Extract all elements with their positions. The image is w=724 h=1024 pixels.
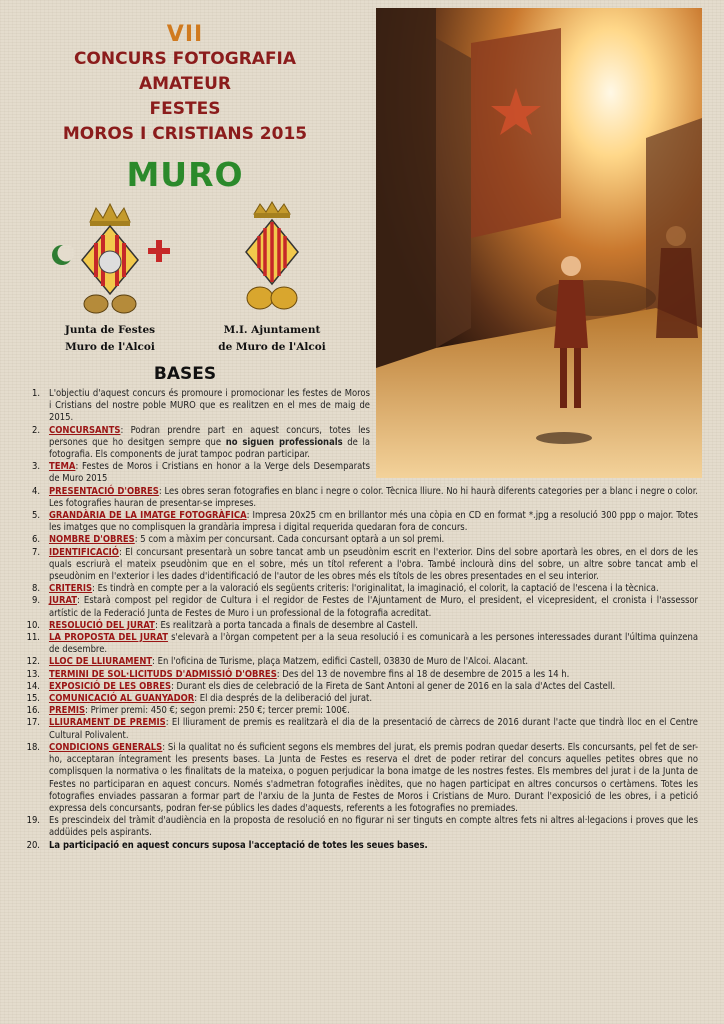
item-text [49, 620, 418, 631]
bases-item [18, 547, 698, 584]
item-text [49, 510, 698, 533]
item-keyword: COMUNICACIÓ AL GUANYADOR [49, 693, 195, 705]
item-emphasis: no siguen professionals [225, 436, 343, 448]
bases-item [18, 534, 698, 546]
item-keyword: GRANDÀRIA DE LA IMATGE FOTOGRÀFICA [49, 510, 247, 522]
item-body-end: de la fotografia. Els components de jurat tampoc podran participar. [49, 436, 370, 461]
item-body: : 5 com a màxim per concursant. Cada concursant optarà a un sol premi. [134, 534, 445, 546]
item-number: 12. [26, 656, 40, 668]
bases-item [18, 595, 698, 619]
junta-de-festes-crest-icon [40, 200, 180, 320]
item-body: : Podran prendre part en aquest concurs, totes les persones que ho desitgen sempre que [49, 424, 370, 448]
item-keyword: TERMINI DE SOL·LICITUDS D'ADMISSIÓ D'OBRES [49, 668, 277, 680]
bases-item [18, 815, 698, 839]
item-number: 4. [31, 485, 40, 497]
title-line: AMATEUR [138, 74, 231, 94]
bases-item [18, 461, 370, 485]
logo-caption: de Muro de l'Alcoi [218, 341, 326, 353]
item-number: 13. [26, 668, 40, 680]
bases-item [18, 693, 698, 705]
place-name: MURO [126, 155, 244, 194]
item-body: : Durant els dies de celebració de la Fireta de Sant Antoni al gener de 2016 en la sala d'Actes del Castell. [171, 680, 616, 692]
item-body: s'elevarà a l'òrgan competent per a la seua resolució i es comunicarà a les persones interessades durant l'última quinzena de desembre. [49, 632, 699, 656]
item-keyword: TEMA [49, 461, 76, 473]
item-emphasis: La participació en aquest concurs suposa l'acceptació de totes les seues bases. [49, 839, 428, 851]
item-body: : Es tindrà en compte per a la valoració els següents criteris: l'originalitat, la imaginació, el colorit, la captació de l'escena i la tècnica. [92, 583, 659, 595]
bases-item [18, 669, 698, 681]
item-body: : Impresa 20x25 cm en brillantor més una còpia en CD en format *.jpg a resolució 300 ppp o major. Totes les imatges que no complisquen la grandària impresa i digital requerida quedaran fora de concurs. [49, 510, 698, 534]
item-keyword: PRESENTACIÓ D'OBRES [49, 485, 159, 497]
item-number: 1. [31, 388, 40, 399]
item-text [49, 656, 528, 667]
edition-number: VII [166, 22, 204, 47]
item-number: 17. [26, 717, 40, 729]
bases-item [18, 681, 698, 693]
bases-item [18, 486, 698, 510]
item-number: 20. [26, 839, 40, 851]
logo-caption: M.I. Ajuntament [223, 324, 321, 336]
item-text [49, 669, 569, 680]
bases-list [18, 388, 698, 852]
bases-item [18, 717, 698, 741]
item-number: 10. [26, 619, 40, 631]
item-number: 15. [26, 693, 40, 705]
item-text [49, 583, 659, 594]
item-number: 2. [31, 424, 40, 436]
bases-item [18, 620, 698, 632]
item-keyword: LLIURAMENT DE PREMIS [49, 717, 166, 729]
item-text [49, 486, 698, 509]
item-number: 11. [26, 632, 40, 644]
item-keyword: NOMBRE D'OBRES [49, 534, 135, 546]
title-line: FESTES [149, 99, 221, 119]
item-body: : Festes de Moros i Cristians en honor a la Verge dels Desemparats de Muro 2015 [49, 461, 370, 485]
bases-item [18, 705, 698, 717]
item-body: : Es realitzarà a porta tancada a finals de desembre al Castell. [154, 619, 418, 631]
logo-caption: Muro de l'Alcoi [65, 341, 155, 353]
bases-item [18, 583, 698, 595]
item-text [49, 815, 698, 838]
item-text [49, 425, 370, 460]
item-keyword: RESOLUCIÓ DEL JURAT [49, 619, 155, 631]
item-body: : El concursant presentarà un sobre tancat amb un pseudònim escrit en l'exterior. Dins del sobre aportarà les obres, en el dors de les quals escriurà el mateix pseudònim que en el sobre, més un títol referent a l'obra. També inclourà dins del sobre, un altre sobre tancat amb el pseudònim en l'exterior i les dades d'identificació de l'autor de les obres més els títols de les obres presentades en el seu interior. [49, 546, 698, 583]
item-number: 14. [26, 680, 40, 692]
item-keyword: EXPOSICIÓ DE LES OBRES [49, 680, 172, 692]
item-number: 5. [31, 510, 40, 522]
item-keyword: CONCURSANTS [49, 424, 121, 436]
item-body: : Les obres seran fotografies en blanc i negre o color. Tècnica lliure. No hi haurà diferents categories per a blanc i negre o color. Les fotografies hauran de presentar-se impreses. [49, 485, 698, 509]
item-text [49, 547, 698, 582]
item-text [49, 840, 428, 851]
item-text [49, 534, 444, 545]
item-number: 7. [31, 546, 40, 558]
item-text [49, 681, 615, 692]
item-body: : Estarà compost pel regidor de Cultura i el regidor de Festes de l'Ajuntament de Muro, el president, el vicepresident, el cronista i l'assessor artístic de la Federació Junta de Festes de Muro i un professional de la fotografia acreditat. [49, 595, 698, 619]
item-keyword: CRITERIS [49, 583, 93, 595]
item-text [49, 705, 350, 716]
logos-area [40, 200, 350, 355]
item-body: : Primer premi: 450 €; segon premi: 250 €; tercer premi: 100€. [85, 705, 350, 717]
item-number: 6. [31, 534, 40, 546]
item-number: 9. [31, 595, 40, 607]
item-keyword: IDENTIFICACIÓ [49, 546, 119, 558]
junta-de-festes-logo [40, 200, 180, 354]
logo-caption: Junta de Festes [64, 324, 156, 336]
item-body: Es prescindeix del tràmit d'audiència en la proposta de resolució en no figurar ni ser tinguts en compte altres fets ni altres al·legacions i proves que les addüides pels aspirants. [49, 815, 698, 839]
title-line: CONCURS FOTOGRAFIA [73, 49, 297, 69]
item-keyword: LA PROPOSTA DEL JURAT [49, 632, 168, 644]
item-number: 8. [31, 583, 40, 595]
item-keyword: PREMIS [49, 705, 86, 717]
bases-item [18, 840, 698, 852]
bases-item [18, 742, 698, 815]
item-text [49, 388, 370, 423]
poster-header [30, 22, 340, 194]
item-body: : Si la qualitat no és suficient segons els membres del jurat, els premis podran quedar deserts. Els concursants, pel fet de ser-ho, acceptaran íntegrament les presents bases. La Junta de Festes es reserva el dret de poder retirar del concurs aquelles petites obres que no complisquen la normativa o les finalitats de la mateixa, o poguen perjudicar la bona imatge de les nostres festes. Els membres del jurat i de la Junta de Festes no participaran en aquest concurs. Només s'admetran fotografies inèdites, que no hagen participat en altres concursos o certàmens. Totes les fotografies enviades passaran a formar part de l'arxiu de la Junta de Festes de Moros i Cristians de Muro. Durant l'exposició de les obres, i a petició expressa dels concursants, podran fer-se públics les dades d'aquests, referents a les fotografies no premiades. [49, 741, 698, 814]
item-body: : El dia després de la deliberació del jurat. [194, 693, 373, 705]
item-body: : Des del 13 de novembre fins al 18 de desembre de 2015 a les 14 h. [276, 668, 570, 680]
item-text [49, 717, 698, 740]
title-line: MOROS I CRISTIANS 2015 [62, 124, 308, 144]
item-number: 19. [26, 815, 40, 827]
ajuntament-logo [202, 200, 342, 354]
item-number: 3. [31, 461, 40, 473]
item-body: L'objectiu d'aquest concurs és promoure i promocionar les festes de Moros i Cristians del nostre poble MURO que es realitzen en el mes de maig de 2015. [49, 388, 370, 424]
item-text [49, 632, 698, 655]
ajuntament-coat-of-arms-icon [202, 200, 342, 320]
bases-item [18, 656, 698, 668]
bases-item [18, 425, 370, 462]
item-number: 18. [26, 741, 40, 753]
item-text [49, 742, 698, 814]
item-number: 16. [26, 705, 40, 717]
item-body: : En l'oficina de Turisme, plaça Matzem, edifici Castell, 03830 de Muro de l'Alcoi. Alacant. [152, 656, 529, 668]
bases-title: BASES [153, 364, 217, 384]
item-keyword: JURAT [49, 595, 78, 607]
item-text [49, 693, 372, 704]
item-text [49, 461, 370, 484]
bases-item [18, 510, 698, 534]
item-keyword: CONDICIONS GENERALS [49, 741, 163, 753]
item-text [49, 595, 698, 618]
item-keyword: LLOC DE LLIURAMENT [49, 656, 153, 668]
bases-item [18, 632, 698, 656]
bases-item [18, 388, 370, 425]
item-body: : El lliurament de premis es realitzarà el dia de la presentació de càrrecs de 2016 durant l'acte que tindrà lloc en el Centre Cultural Polivalent. [49, 717, 698, 741]
